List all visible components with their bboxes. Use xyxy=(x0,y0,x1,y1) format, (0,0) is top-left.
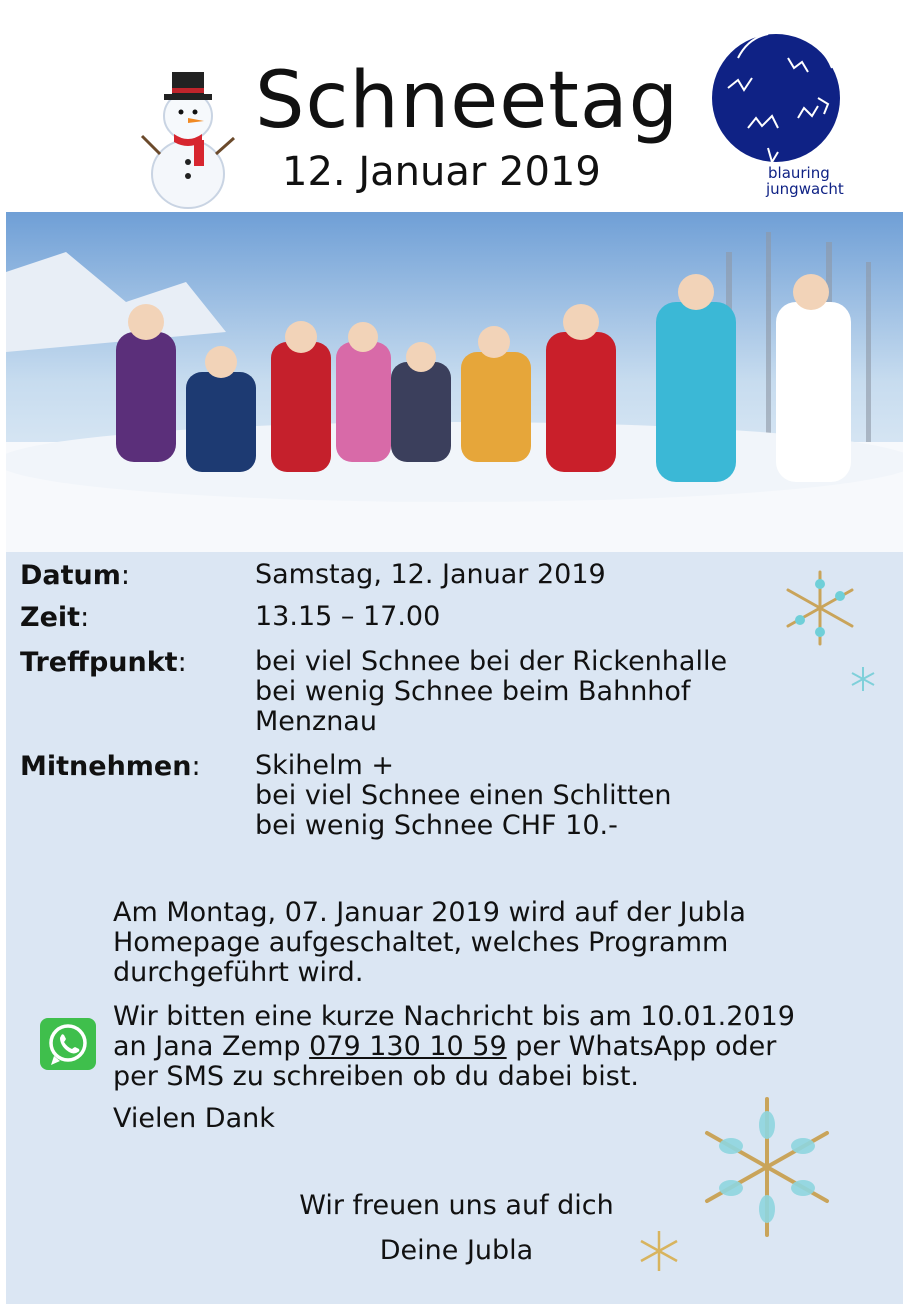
value-zeit: 13.15 – 17.00 xyxy=(255,601,441,632)
snowflake-icon xyxy=(848,664,878,694)
snowflake-icon xyxy=(692,1092,842,1242)
snowman-icon xyxy=(140,64,236,210)
hero-photo xyxy=(6,212,903,552)
closing-line-1: Wir freuen uns auf dich xyxy=(299,1190,614,1221)
snowflake-icon xyxy=(636,1228,682,1274)
thanks-text: Vielen Dank xyxy=(113,1103,275,1134)
phone-link[interactable]: 079 130 10 59 xyxy=(309,1031,507,1062)
page-title: Schneetag xyxy=(255,56,680,146)
label-treffpunkt: Treffpunkt: xyxy=(20,647,187,678)
header xyxy=(0,0,913,212)
contact-info: Wir bitten eine kurze Nachricht bis am 10.01.2019 an Jana Zemp 079 130 10 59 per WhatsApp oder per SMS zu schreiben ob du dabei bist. xyxy=(113,1001,795,1092)
label-mitnehmen: Mitnehmen: xyxy=(20,751,201,782)
closing-line-2: Deine Jubla xyxy=(379,1235,534,1266)
logo-text-jungwacht: jungwacht xyxy=(766,180,844,198)
snowflake-icon xyxy=(780,566,860,650)
value-treffpunkt: bei viel Schnee bei der Rickenhalle bei wenig Schnee beim Bahnhof Menznau xyxy=(255,646,728,737)
event-date-subtitle: 12. Januar 2019 xyxy=(282,149,601,195)
label-zeit: Zeit: xyxy=(20,602,90,633)
value-datum: Samstag, 12. Januar 2019 xyxy=(255,559,606,590)
logo-text-blauring: blauring xyxy=(768,164,830,182)
program-info: Am Montag, 07. Januar 2019 wird auf der Jubla Homepage aufgeschaltet, welches Programm durchgeführt wird. xyxy=(113,897,746,988)
value-mitnehmen: Skihelm + bei viel Schnee einen Schlitten bei wenig Schnee CHF 10.- xyxy=(255,750,672,841)
label-datum: Datum: xyxy=(20,560,131,591)
whatsapp-icon xyxy=(40,1018,96,1070)
